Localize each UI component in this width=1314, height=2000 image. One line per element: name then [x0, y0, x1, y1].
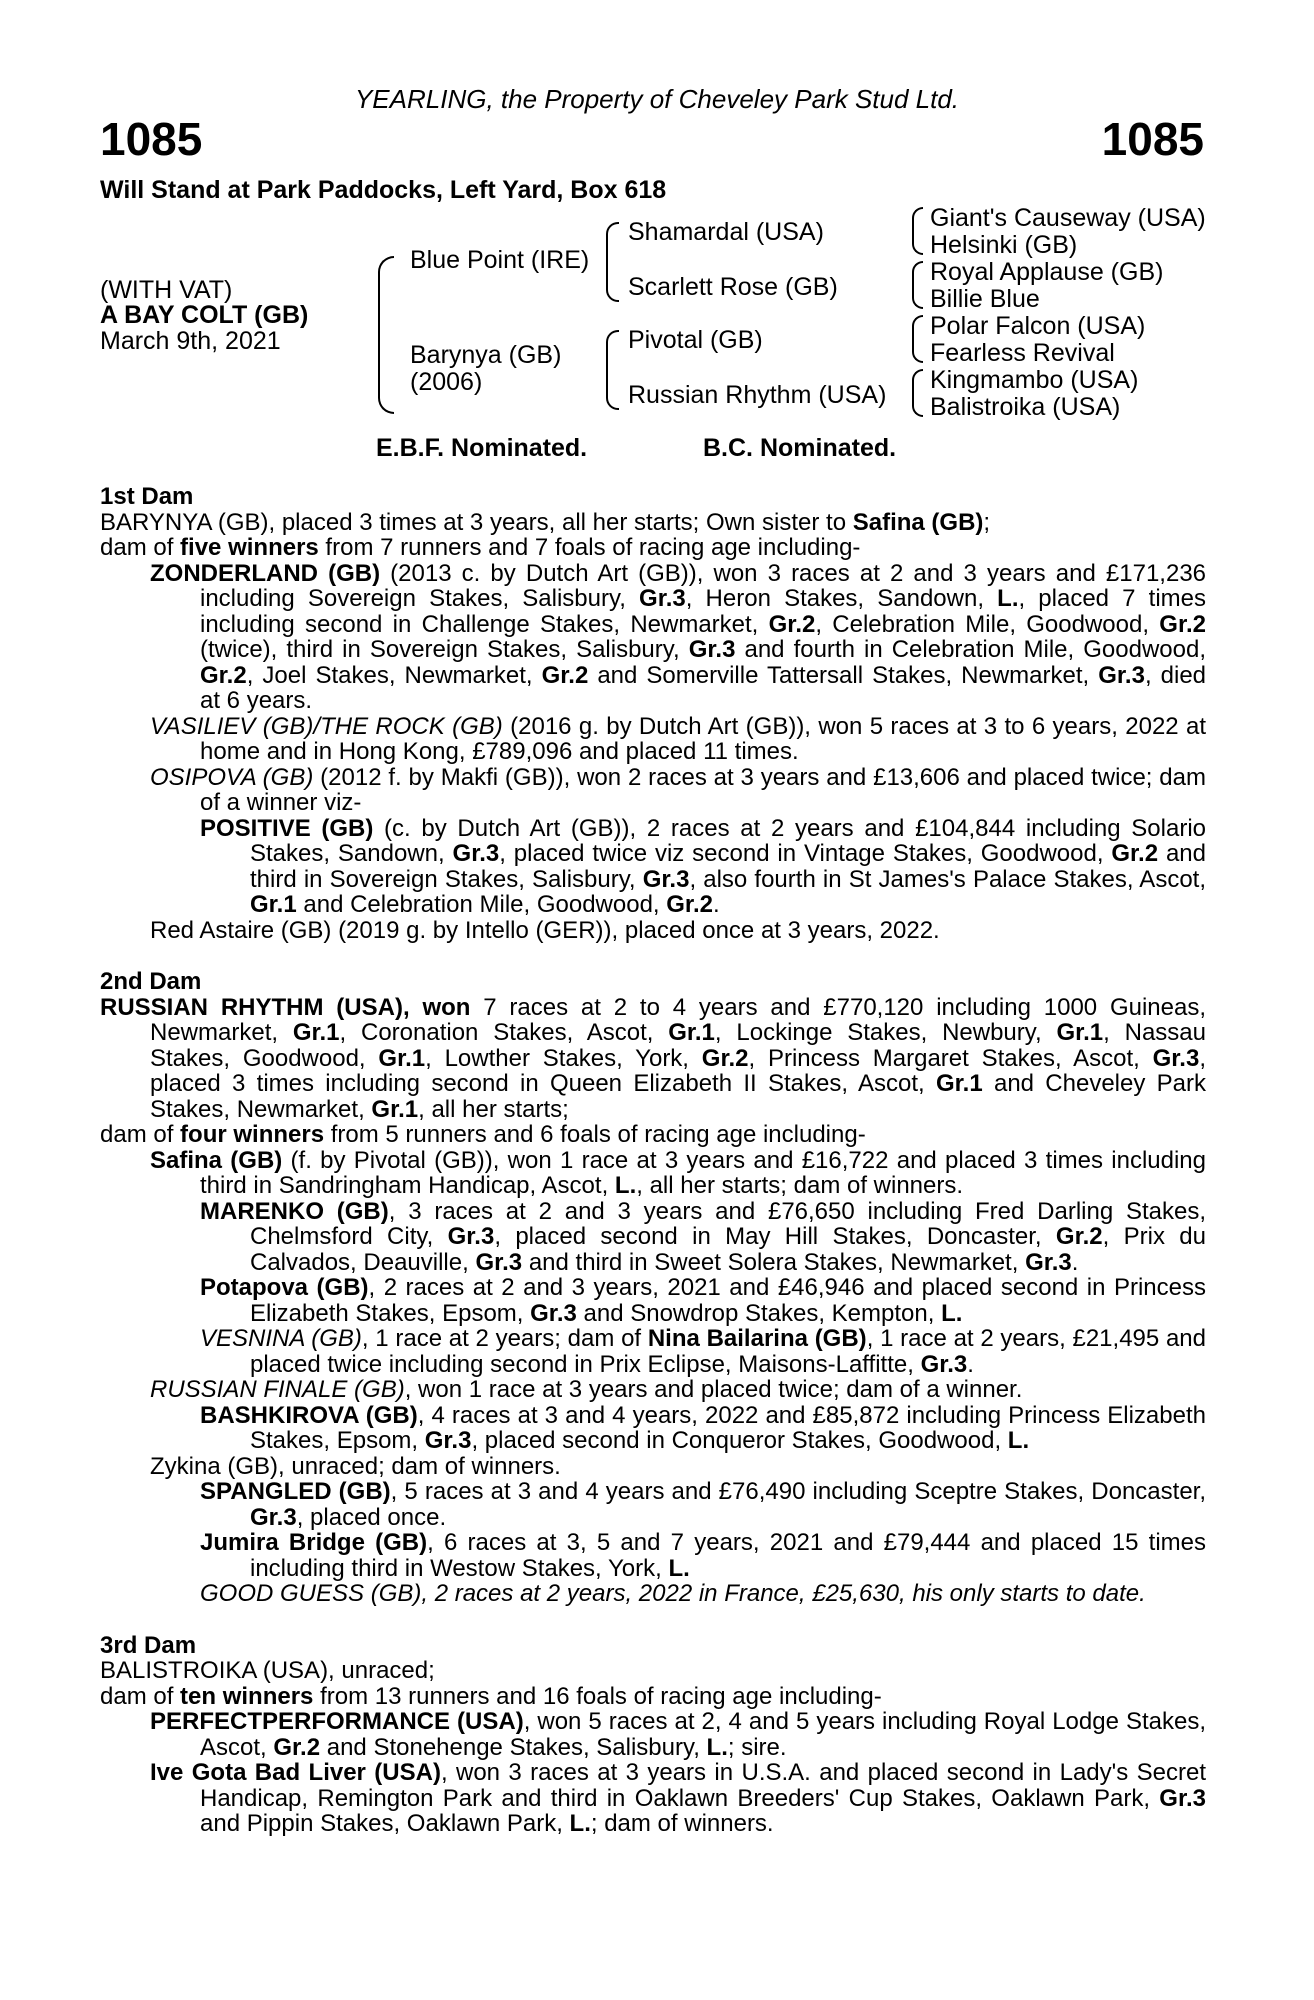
third-dam-line: BALISTROIKA (USA), unraced;	[100, 1657, 435, 1684]
entry-zykina: Zykina (GB), unraced; dam of winners.	[150, 1452, 561, 1480]
brace-dd	[912, 369, 923, 417]
entry-vesnina: VESNINA (GB), 1 race at 2 years; dam of Nina Bailarina (GB), 1 race at 2 years, £21,495 and placed twice including second in Prix Eclipse, Maisons-Laffitte, Gr.3.	[200, 1325, 1207, 1378]
sire-dam: Scarlett Rose (GB)	[628, 273, 838, 301]
entry-red-astaire: Red Astaire (GB) (2019 g. by Intello (GER)), placed once at 3 years, 2022.	[150, 916, 940, 944]
brace-sire	[606, 222, 619, 302]
third-dam-heading: 3rd Dam	[100, 1631, 197, 1659]
vat-note: (WITH VAT)	[100, 276, 233, 304]
entry-jumira-bridge: Jumira Bridge (GB), 6 races at 3, 5 and 7 years, 2021 and £79,444 and placed 15 times including third in Westow Stakes, York, L.	[200, 1529, 1206, 1582]
entry-perfectperformance: PERFECTPERFORMANCE (USA), won 5 races at 2, 4 and 5 years including Royal Lodge Stakes, Ascot, Gr.2 and Stonehenge Stakes, Salisbury, L.; sire.	[150, 1708, 1206, 1761]
entry-good-guess: GOOD GUESS (GB), 2 races at 2 years, 2022 in France, £25,630, his only starts to date.	[200, 1580, 1146, 1607]
first-dam-heading: 1st Dam	[100, 483, 194, 510]
second-dam-produce: dam of four winners from 5 runners and 6 foals of racing age including-	[100, 1121, 866, 1148]
dam: Barynya (GB)	[410, 341, 562, 369]
entry-ive-gota-bad-liver: Ive Gota Bad Liver (USA), won 3 races at 3 years in U.S.A. and placed second in Lady's Secret Handicap, Remington Park and third in Oaklawn Breeders' Cup Stakes, Oaklawn Park, Gr.3 and Pippin Stakes, Oaklawn Park, L.; dam of winners.	[150, 1759, 1206, 1837]
entry-russian-finale: RUSSIAN FINALE (GB), won 1 race at 3 years and placed twice; dam of a winner.	[150, 1376, 1023, 1403]
entry-zonderland: ZONDERLAND (GB) (2013 c. by Dutch Art (GB)), won 3 races at 2 and 3 years and £171,236 including Sovereign Stakes, Salisbury, Gr.3, Heron Stakes, Sandown, L., placed 7 times including second in Challenge Stakes, Newmarket, Gr.2, Celebration Mile, Goodwood, Gr.2 (twice), third in Sovereign Stakes, Salisbury, Gr.3 and fourth in Celebration Mile, Goodwood, Gr.2, Joel Stakes, Newmarket, Gr.2 and Somerville Tattersall Stakes, Newmarket, Gr.3, died at 6 years.	[150, 559, 1207, 714]
catalogue-subtitle: YEARLING, the Property of Cheveley Park Stud Ltd.	[354, 84, 960, 114]
bc-nominated: B.C. Nominated.	[703, 434, 897, 462]
dam-year: (2006)	[410, 368, 483, 396]
sire-sire: Shamardal (USA)	[628, 218, 824, 246]
brace-sd	[912, 261, 923, 309]
brace-main	[378, 256, 394, 414]
brace-dam	[606, 330, 619, 410]
brace-ds	[912, 315, 923, 363]
second-dam-heading: 2nd Dam	[100, 968, 202, 995]
sire-sire-dam: Helsinki (GB)	[930, 231, 1078, 259]
first-dam-line: BARYNYA (GB), placed 3 times at 3 years, all her starts; Own sister to Safina (GB);	[100, 508, 991, 536]
sire: Blue Point (IRE)	[410, 246, 590, 274]
dam-dam-dam: Balistroika (USA)	[930, 393, 1121, 421]
entry-spangled: SPANGLED (GB), 5 races at 3 and 4 years and £76,490 including Sceptre Stakes, Doncaster, Gr.3, placed once.	[200, 1478, 1207, 1531]
first-dam-produce: dam of five winners from 7 runners and 7 foals of racing age including-	[100, 534, 861, 561]
lot-number-right: 1085	[1101, 113, 1204, 165]
sire-dam-dam: Billie Blue	[930, 285, 1040, 313]
sire-sire-sire: Giant's Causeway (USA)	[930, 204, 1206, 232]
lot-dob: March 9th, 2021	[100, 327, 281, 355]
dam-sire-dam: Fearless Revival	[930, 339, 1115, 367]
entry-osipova: OSIPOVA (GB) (2012 f. by Makfi (GB)), won 2 races at 3 years and £13,606 and placed twice; dam of a winner viz-	[150, 763, 1206, 816]
third-dam-produce: dam of ten winners from 13 runners and 16 foals of racing age including-	[100, 1682, 882, 1710]
entry-potapova: Potapova (GB), 2 races at 2 and 3 years, 2021 and £46,946 and placed second in Princess Elizabeth Stakes, Epsom, Gr.3 and Snowdrop Stakes, Kempton, L.	[200, 1274, 1206, 1327]
entry-positive: POSITIVE (GB) (c. by Dutch Art (GB)), 2 races at 2 years and £104,844 including Solario Stakes, Sandown, Gr.3, placed twice viz second in Vintage Stakes, Goodwood, Gr.2 and third in Sovereign Stakes, Salisbury, Gr.3, also fourth in St James's Palace Stakes, Ascot, Gr.1 and Celebration Mile, Goodwood, Gr.2.	[200, 814, 1206, 918]
lot-number-left: 1085	[100, 113, 203, 165]
entry-bashkirova: BASHKIROVA (GB), 4 races at 3 and 4 years, 2022 and £85,872 including Princess Elizabeth Stakes, Epsom, Gr.3, placed second in Conqueror Stakes, Goodwood, L.	[200, 1401, 1206, 1454]
ebf-nominated: E.B.F. Nominated.	[376, 434, 588, 462]
catalogue-body	[100, 484, 1206, 1837]
stand-location: Will Stand at Park Paddocks, Left Yard, Box 618	[100, 176, 667, 204]
dam-sire: Pivotal (GB)	[628, 326, 763, 354]
lot-name: A BAY COLT (GB)	[100, 301, 309, 329]
entry-russian-rhythm: RUSSIAN RHYTHM (USA), won 7 races at 2 to 4 years and £770,120 including 1000 Guineas, Newmarket, Gr.1, Coronation Stakes, Ascot, Gr.1, Lockinge Stakes, Newbury, Gr.1, Nassau Stakes, Goodwood, Gr.1, Lowther Stakes, York, Gr.2, Princess Margaret Stakes, Ascot, Gr.3, placed 3 times including second in Queen Elizabeth II Stakes, Ascot, Gr.1 and Cheveley Park Stakes, Newmarket, Gr.1, all her starts;	[100, 993, 1207, 1123]
dam-dam: Russian Rhythm (USA)	[628, 381, 887, 409]
entry-marenko: MARENKO (GB), 3 races at 2 and 3 years and £76,650 including Fred Darling Stakes, Chelmsford City, Gr.3, placed second in May Hill Stakes, Doncaster, Gr.2, Prix du Calvados, Deauville, Gr.3 and third in Sweet Solera Stakes, Newmarket, Gr.3.	[200, 1197, 1206, 1276]
entry-safina: Safina (GB) (f. by Pivotal (GB)), won 1 race at 3 years and £16,722 and placed 3 times including third in Sandringham Handicap, Ascot, L., all her starts; dam of winners.	[150, 1146, 1206, 1199]
brace-ss	[912, 207, 923, 255]
dam-dam-sire: Kingmambo (USA)	[930, 366, 1139, 394]
sire-dam-sire: Royal Applause (GB)	[930, 258, 1164, 286]
entry-vasiliev: VASILIEV (GB)/THE ROCK (GB) (2016 g. by Dutch Art (GB)), won 5 races at 3 to 6 years, 2022 at home and in Hong Kong, £789,096 and placed 11 times.	[150, 712, 1207, 765]
dam-sire-sire: Polar Falcon (USA)	[930, 312, 1146, 340]
